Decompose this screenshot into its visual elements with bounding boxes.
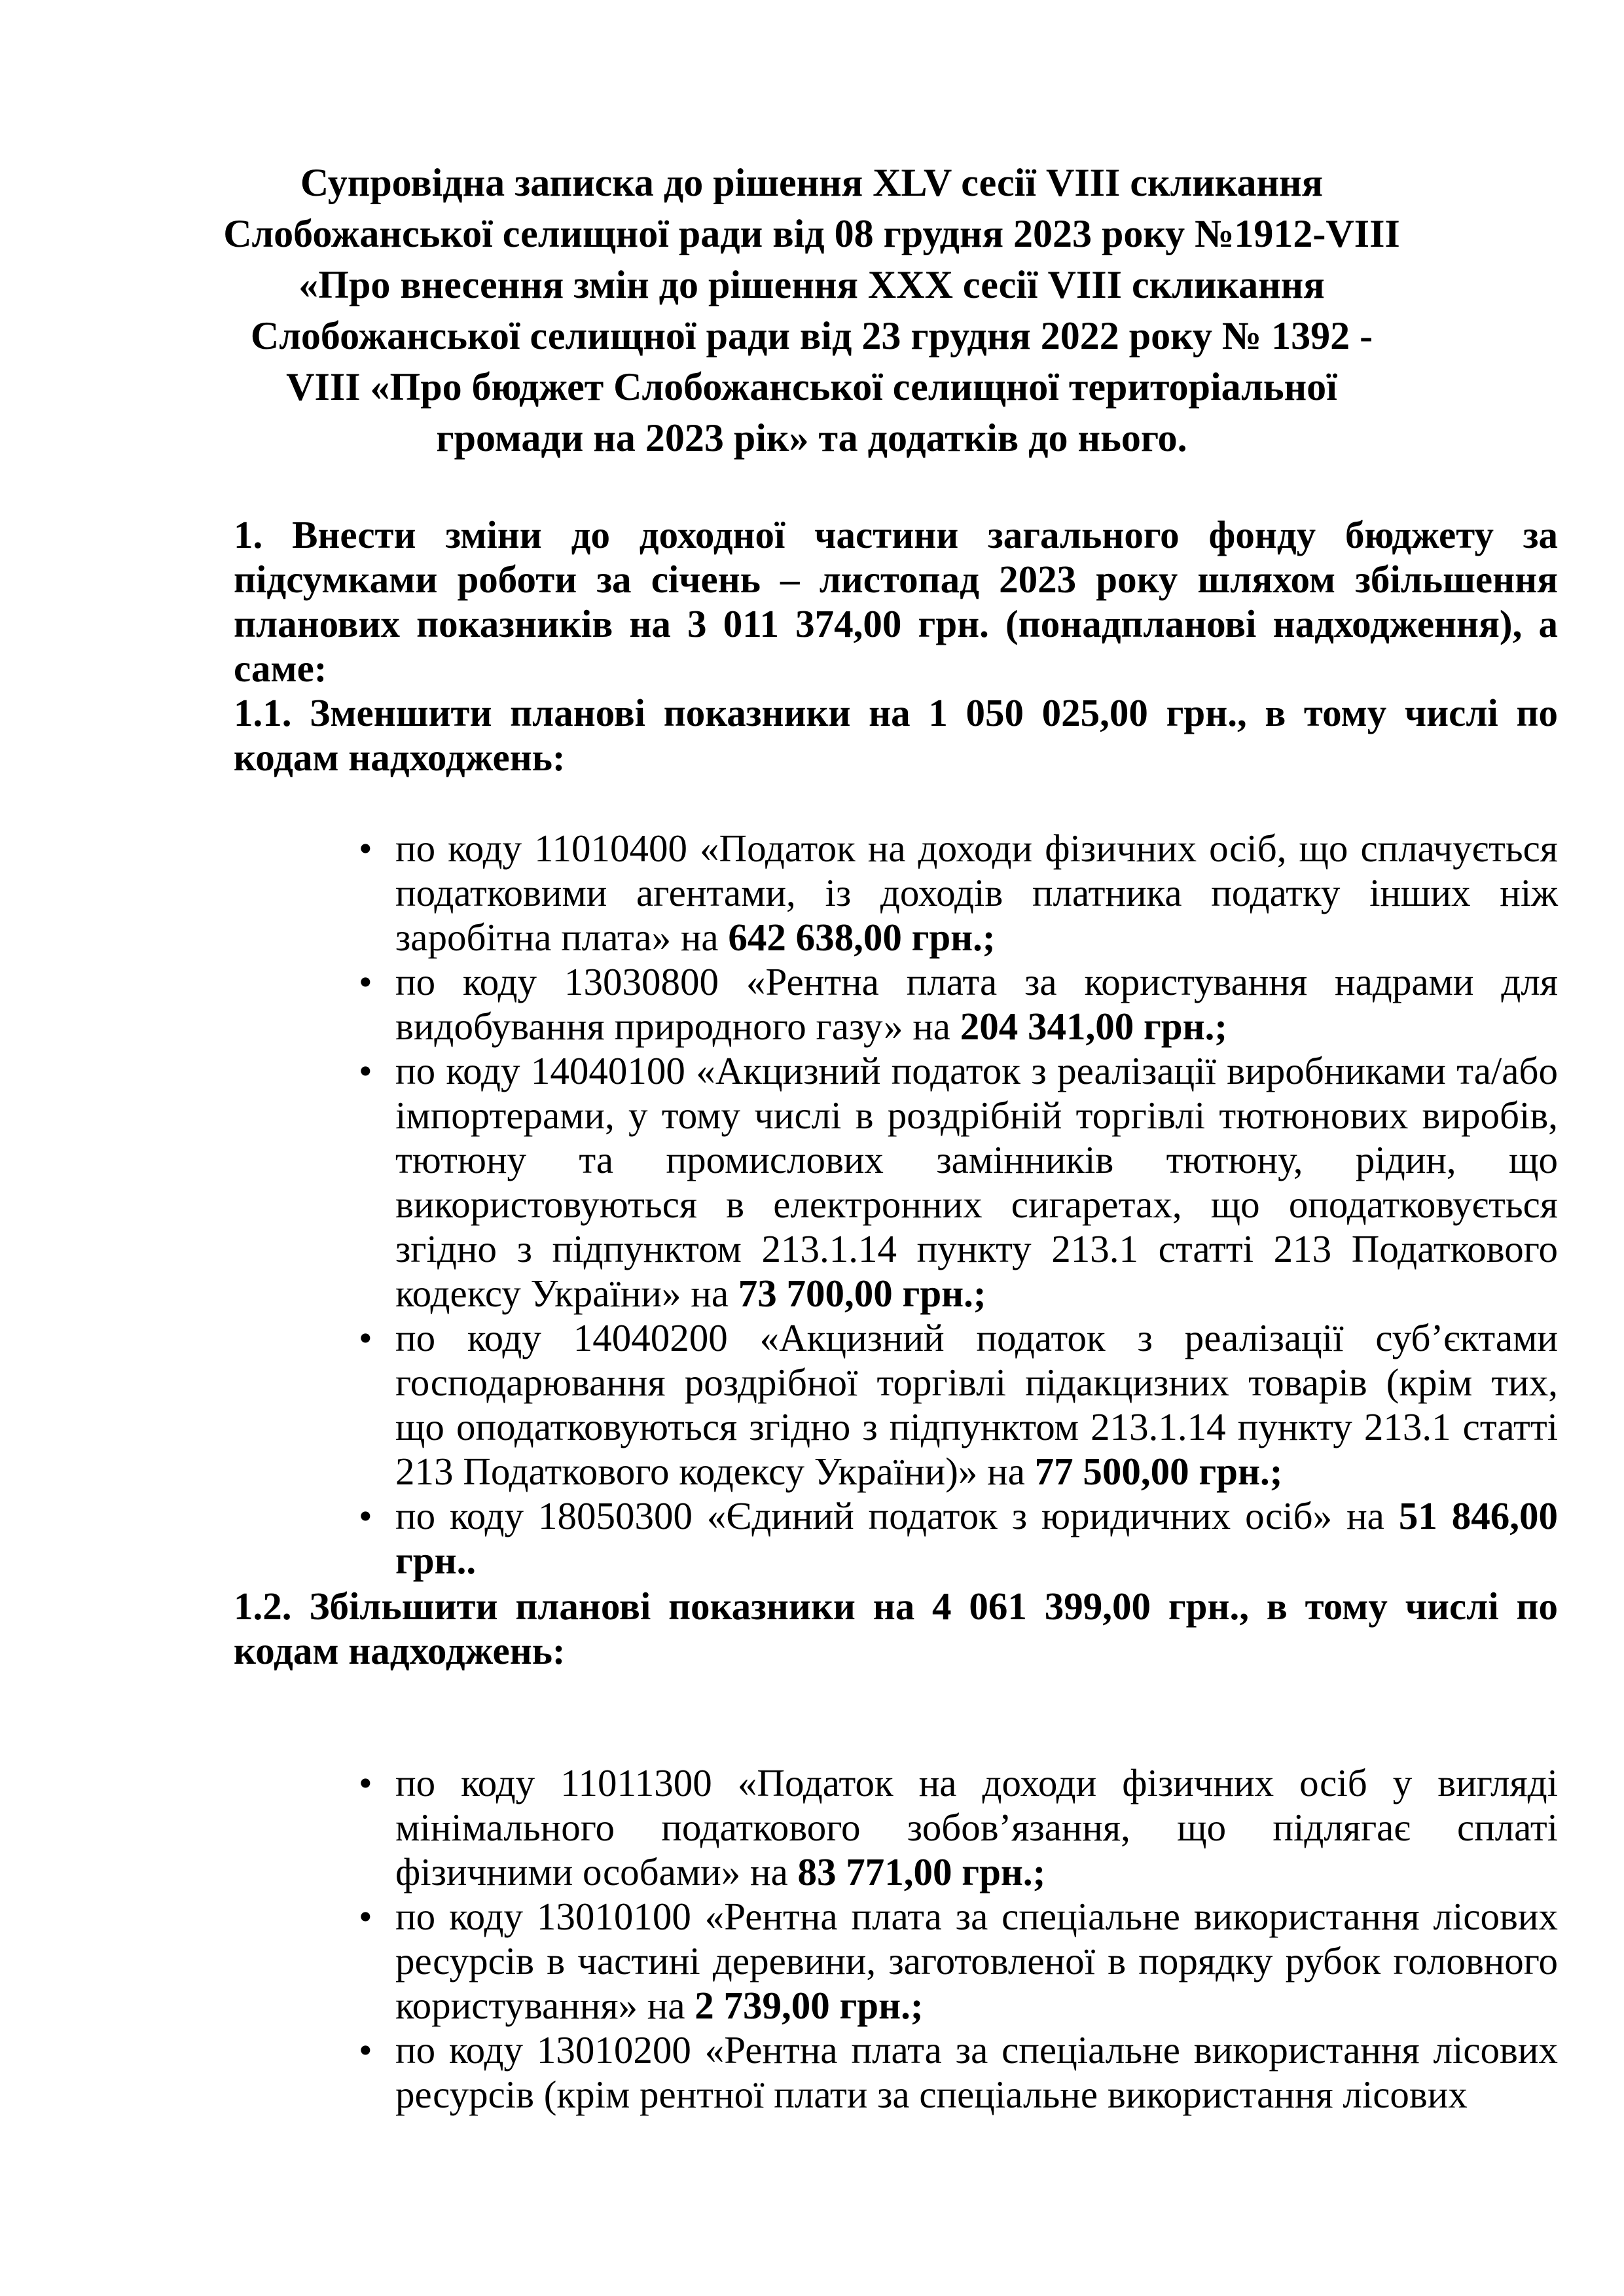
- title-line: Супровідна записка до рішення XLV сесії VIII скликання: [300, 161, 1324, 204]
- list-item: • по коду 11010400 «Податок на доходи фізичних осіб, що сплачується податковими агентами, із доходів платника податку інших ніж заробітна плата» на 642 638,00 грн.;: [359, 827, 1558, 959]
- bullet-icon: •: [359, 1494, 372, 1537]
- amount: 83 771,00 грн.;: [797, 1850, 1046, 1893]
- list-item: • по коду 11011300 «Податок на доходи фізичних осіб у вигляді мінімального податкового зобов’язання, що підлягає сплаті фізичними особами» на 83 771,00 грн.;: [359, 1761, 1558, 1893]
- list-item: • по коду 14040200 «Акцизний податок з реалізації суб’єктами господарювання роздрібної торгівлі підакцизних товарів (крім тих, що оподатковуються згідно з підпунктом 213.1.14 пункту 213.1 статті 213 Податкового кодексу України)» на 77 500,00 грн.;: [359, 1316, 1558, 1493]
- title-line: Слобожанської селищної ради від 23 грудня 2022 року № 1392 -: [250, 314, 1373, 357]
- section-1-2-text: 1.2. Збільшити планові показники на 4 061 399,00 грн., в тому числі по кодам надходжень:: [234, 1585, 1558, 1672]
- bullet-icon: •: [359, 1761, 372, 1804]
- title-line: VIII «Про бюджет Слобожанської селищної територіальної: [286, 365, 1337, 408]
- amount: 204 341,00 грн.;: [960, 1005, 1227, 1048]
- list-item: • по коду 13030800 «Рентна плата за користування надрами для видобування природного газу» на 204 341,00 грн.;: [359, 960, 1558, 1048]
- amount: 51 846,00 грн..: [395, 1494, 1559, 1582]
- section-1-2: [234, 1584, 1558, 1673]
- bullet-icon: •: [359, 2028, 372, 2072]
- title-line: «Про внесення змін до рішення XXX сесії VIII скликання: [298, 263, 1325, 306]
- section-1-1-text: 1.1. Зменшити планові показники на 1 050 025,00 грн., в тому числі по кодам надходжень:: [234, 691, 1558, 779]
- bullet-icon: •: [359, 960, 372, 1003]
- title-line: громади на 2023 рік» та додатків до нього.: [436, 416, 1187, 459]
- amount: 73 700,00 грн.;: [738, 1272, 986, 1315]
- amount: 2 739,00 грн.;: [695, 1984, 924, 2027]
- list-item: • по коду 14040100 «Акцизний податок з реалізації виробниками та/або імпортерами, у тому числі в роздрібній торгівлі тютюнових виробів, тютюну та промислових замінників тютюну, рідин, що використовуються в електронних сигаретах, що оподатковується згідно з підпунктом 213.1.14 пункту 213.1 статті 213 Податкового кодексу України» на 73 700,00 грн.;: [359, 1049, 1558, 1315]
- document-title: [216, 157, 1407, 463]
- title-line: Слобожанської селищної ради від 08 грудня 2023 року №1912-VIII: [223, 212, 1400, 255]
- bullet-icon: •: [359, 1895, 372, 1938]
- bullet-icon: •: [359, 827, 372, 870]
- bullet-icon: •: [359, 1049, 372, 1092]
- list-item: • по коду 13010100 «Рентна плата за спеціальне використання лісових ресурсів в частині деревини, заготовленої в порядку рубок головного користування» на 2 739,00 грн.;: [359, 1895, 1558, 2027]
- list-item: • по коду 18050300 «Єдиний податок з юридичних осіб» на 51 846,00 грн..: [359, 1494, 1559, 1582]
- amount: 642 638,00 грн.;: [728, 916, 996, 959]
- decrease-codes-list: [359, 826, 1559, 1583]
- increase-codes-list: [359, 1761, 1558, 2117]
- bullet-icon: •: [359, 1316, 372, 1359]
- section-1: [234, 512, 1558, 780]
- list-item: • по коду 13010200 «Рентна плата за спеціальне використання лісових ресурсів (крім рентної плати за спеціальне використання лісових: [359, 2028, 1558, 2116]
- amount: 77 500,00 грн.;: [1034, 1450, 1283, 1493]
- section-1-text: 1. Внести зміни до доходної частини загального фонду бюджету за підсумками роботи за січень – листопад 2023 року шляхом збільшення планових показників на 3 011 374,00 грн. (понадпланові надходження), а саме:: [234, 513, 1558, 690]
